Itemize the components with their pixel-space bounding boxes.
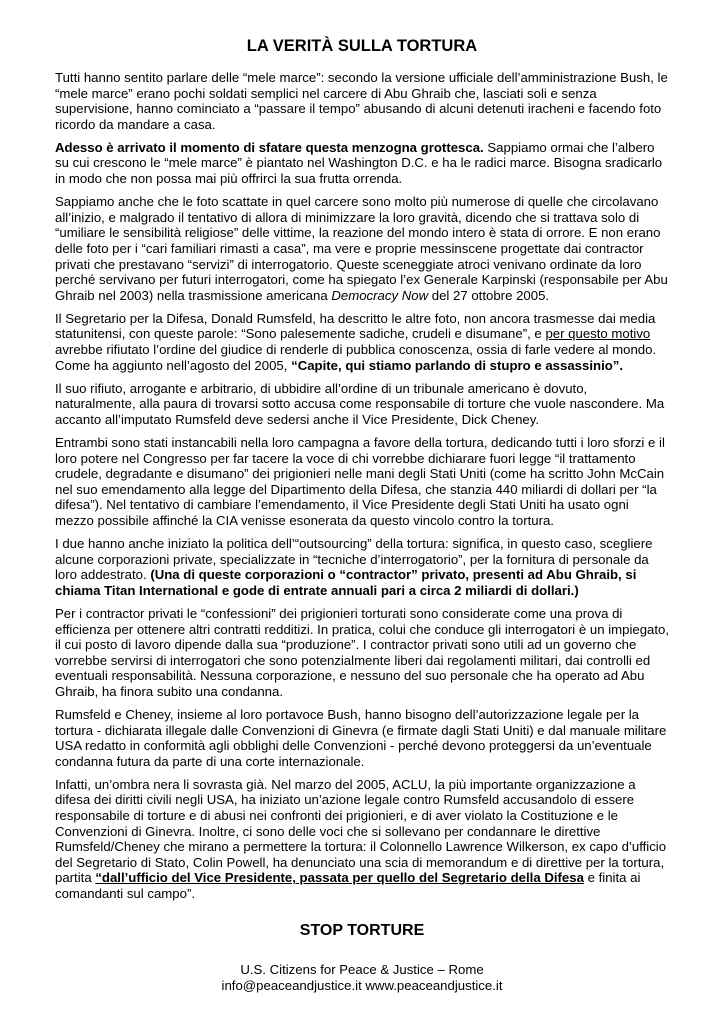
paragraph-2-text: Sappiamo ormai che l’albero su cui crescono le “mele marce” è piantato nel Washington D.C. e ha le radici marce. Bisogna sradicarlo in modo che non possa mai più offrirci la sua frutta orrenda.: [55, 139, 663, 187]
paragraph-10: [55, 777, 670, 902]
paragraph-10-underline: “dall’ufficio del Vice Presidente, passata per quello del Segretario della Difesa: [95, 870, 584, 886]
footer-contact: info@peaceandjustice.it www.peaceandjustice.it: [221, 978, 503, 993]
paragraph-10-bold-underline: [95, 870, 584, 885]
paragraph-3-text: Sappiamo anche che le foto scattate in quel carcere sono molto più numerose di quelle che circolavano all’inizio, e malgrado il tentativo di allora di minimizzare la loro gravità, dicendo che si trattava solo di “umiliare le sensibilità religiose” delle vittime, la reazione del mondo intero è stata di orrore. E non erano delle foto per i “cari familiari rimasti a casa”, ma vere e proprie messinscene progettate dai contractor privati che prestavano “servizi” di interrogatorio. Queste sceneggiate atroci venivano ordinate da loro perché servivano per futuri interrogatori, come ha spiegato l’ex Generale Karpinski (responsabile per Abu Ghraib nel 2003) nella trasmissione americana: [55, 194, 668, 303]
paragraph-10-end: e finita ai comandanti sul campo”.: [55, 870, 641, 901]
document-body: [55, 70, 670, 909]
footer: [0, 962, 724, 994]
paragraph-7: [55, 536, 670, 598]
paragraph-7-bold: (Una di queste corporazioni o “contractor” privato, presenti ad Abu Ghraib, si chiama Titan International e gode di entrate annuali pari a circa 2 miliardi di dollari.): [55, 567, 637, 598]
paragraph-10-text: Infatti, un’ombra nera li sovrasta già. Nel marzo del 2005, ACLU, la più importante organizzazione a difesa dei diritti civili negli USA, ha iniziato un’azione legale contro Rumsfeld accusandolo di essere responsabile di torture e di abusi nei confronti dei prigionieri, e di aver violato la Costituzione e le Convenzioni di Ginevra. Inoltre, ci sono delle voci che si sollevano per condannare le direttive Rumsfeld/Cheney che mirano a permettere la tortura: il Colonnello Lawrence Wilkerson, ex capo d’ufficio del Segretario di Stato, Colin Powell, ha denunciato una scia di memorandum e di direttive per la tortura, partita: [55, 776, 667, 886]
paragraph-5: Il suo rifiuto, arrogante e arbitrario, di ubbidire all’ordine di un tribunale americano è dovuto, naturalmente, alla paura di trovarsi sotto accusa come responsabile di torture che vuole nascondere. Ma accanto all’imputato Rumsfeld deve sedersi anche il Vice Presidente, Dick Cheney.: [55, 380, 665, 427]
paragraph-4-underline: per questo motivo: [545, 326, 651, 342]
paragraph-3-end: del 27 ottobre 2005.: [428, 287, 550, 303]
paragraph-3-italic: Democracy Now: [331, 287, 429, 303]
paragraph-2: [55, 140, 670, 187]
paragraph-7-text: I due hanno anche iniziato la politica dell’“outsourcing” della tortura: significa, in questo caso, scegliere alcune corporazioni private, specializzate in “tecniche d’interrogatorio”, per la fornitura di personale da loro addestrato.: [55, 536, 653, 583]
paragraph-6: Entrambi sono stati instancabili nella loro campagna a favore della tortura, dedicando tutti i loro sforzi e il loro potere nel Congresso per far tacere la voce di chi vorrebbe dichiarare fuori legge “il trattamento crudele, degradante e disumano” dei prigionieri nelle mani degli Stati Uniti (come ha scritto John McCain nel suo emendamento alla legge del Dipartimento della Difesa, che stanzia 440 miliardi di dollari per “la difesa”). Nel tentativo di cambiare l’emendamento, il Vice Presidente degli Stati Uniti ha usato ogni mezzo possibile affinché la CIA venisse esonerata da questo vincolo contro la tortura.: [55, 434, 665, 528]
paragraph-8: Per i contractor privati le “confessioni” dei prigionieri torturati sono considerate come una prova di efficienza per ottenere altri contratti redditizi. In pratica, colui che conduce gli interrogatori è un impiegato, il cui posto di lavoro dipende dalla sua “produzione”. I contractor privati sono utili ad un governo che vorrebbe servirsi di interrogatori che sono potenzialmente liberi dai regolamenti militari, dai controlli ed eventuali responsabilità. Nessuna corporazione, e nessuno del suo personale che ha operato ad Abu Ghraib, ha finora subito una condanna.: [55, 605, 670, 699]
paragraph-2-bold: Adesso è arrivato il momento di sfatare questa menzogna grottesca.: [55, 139, 484, 155]
paragraph-3: [55, 194, 670, 303]
footer-organization: U.S. Citizens for Peace & Justice – Rome: [240, 962, 484, 977]
paragraph-1: Tutti hanno sentito parlare delle “mele marce”: secondo la versione ufficiale dell’amministrazione Bush, le “mele marce” erano pochi soldati semplici nel carcere di Abu Ghraib che, lasciati soli e senza supervisione, hanno cominciato a “passare il tempo” abusando di alcuni detenuti iracheni e facendo foto ricordo da mandare a casa.: [55, 70, 668, 132]
stop-torture-heading: STOP TORTURE: [299, 922, 425, 939]
paragraph-9: Rumsfeld e Cheney, insieme al loro portavoce Bush, hanno bisogno dell’autorizzazione legale per la tortura - dichiarata illegale dalle Convenzioni di Ginevra (e firmate dagli Stati Uniti) e dal manuale militare USA redatto in conformità agli obblighi delle Convenzioni - perché devono proteggersi da un’eventuale condanna futura da parte di una corte internazionale.: [55, 706, 667, 769]
document-title: LA VERITÀ SULLA TORTURA: [246, 37, 478, 55]
paragraph-4: [55, 311, 670, 373]
paragraph-4-middle: avrebbe rifiutato l’ordine del giudice di renderle di pubblica conoscenza, ossia di farle vedere al mondo. Come ha aggiunto nell’agosto del 2005,: [55, 342, 657, 373]
paragraph-4-bold: “Capite, qui stiamo parlando di stupro e assassinio”.: [291, 357, 624, 373]
paragraph-4-text: Il Segretario per la Difesa, Donald Rumsfeld, ha descritto le altre foto, non ancora trasmesse dai media statunitensi, con queste parole: “Sono palesemente sadiche, crudeli e disumane”, e: [55, 310, 656, 342]
